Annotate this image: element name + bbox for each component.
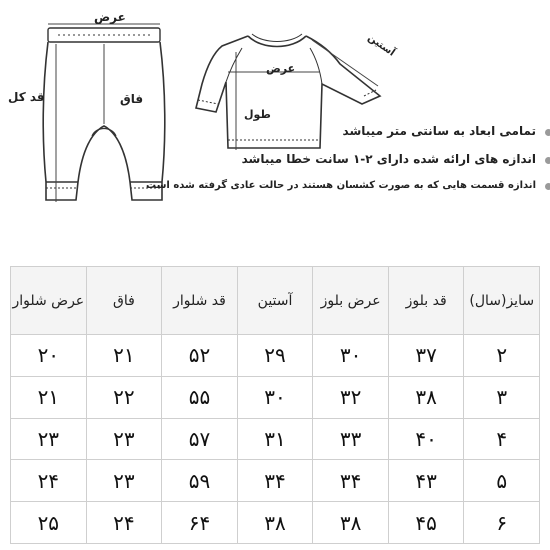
header-cell-sleeve: آستین	[237, 267, 313, 335]
table-cell: ۲	[464, 335, 540, 377]
table-cell: ۲۴	[11, 460, 87, 502]
table-cell: ۴۳	[388, 460, 464, 502]
table-cell: ۴	[464, 418, 540, 460]
table-cell: ۳۰	[313, 335, 389, 377]
table-row	[11, 418, 540, 460]
table-cell: ۲۹	[237, 335, 313, 377]
size-table	[10, 266, 540, 544]
size-table-container	[10, 266, 540, 544]
table-header-row	[11, 267, 540, 335]
table-row	[11, 376, 540, 418]
bullet-icon	[545, 183, 550, 190]
table-row	[11, 335, 540, 377]
table-cell: ۳۲	[313, 376, 389, 418]
table-cell: ۲۴	[86, 502, 162, 544]
note-text: اندازه قسمت هایی که به صورت کشسان هستند در حالت عادی گرفته شده است	[146, 180, 536, 191]
table-cell: ۳۳	[313, 418, 389, 460]
table-cell: ۴۰	[388, 418, 464, 460]
note-text: اندازه های ارائه شده دارای ۲-۱ سانت خطا میباشد	[241, 152, 536, 166]
header-cell-shirt-width: عرض بلوز	[313, 267, 389, 335]
table-cell: ۳۱	[237, 418, 313, 460]
pants-length-label: قد کل	[8, 90, 45, 104]
table-cell: ۲۳	[11, 418, 87, 460]
table-cell: ۲۳	[86, 460, 162, 502]
header-cell-rise: فاق	[86, 267, 162, 335]
note-item	[236, 152, 536, 166]
table-cell: ۲۳	[86, 418, 162, 460]
table-cell: ۳۸	[388, 376, 464, 418]
bullet-icon	[545, 157, 550, 164]
table-cell: ۵۵	[162, 376, 238, 418]
table-cell: ۳۸	[313, 502, 389, 544]
table-cell: ۶	[464, 502, 540, 544]
table-cell: ۳۷	[388, 335, 464, 377]
pants-rise-label: فاق	[120, 92, 144, 106]
shirt-width-label: عرض	[266, 62, 296, 75]
table-cell: ۳۰	[237, 376, 313, 418]
header-cell-size: سایز(سال)	[464, 267, 540, 335]
table-cell: ۳۴	[313, 460, 389, 502]
table-row	[11, 460, 540, 502]
shirt-length-label: طول	[244, 108, 271, 121]
shirt-sleeve-label: آستین	[365, 32, 397, 59]
table-cell: ۳	[464, 376, 540, 418]
header-cell-pants-length: قد شلوار	[162, 267, 238, 335]
table-cell: ۵	[464, 460, 540, 502]
table-cell: ۲۱	[11, 376, 87, 418]
table-cell: ۳۸	[237, 502, 313, 544]
table-cell: ۵۹	[162, 460, 238, 502]
header-cell-pants-width: عرض شلوار	[11, 267, 87, 335]
pants-width-label: عرض	[94, 10, 126, 24]
table-cell: ۲۲	[86, 376, 162, 418]
pants-measure-lines	[48, 24, 160, 202]
table-cell: ۵۲	[162, 335, 238, 377]
note-text: تمامی ابعاد به سانتی متر میباشد	[342, 124, 536, 138]
note-item	[146, 180, 536, 191]
table-row	[11, 502, 540, 544]
table-cell: ۲۱	[86, 335, 162, 377]
table-cell: ۵۷	[162, 418, 238, 460]
table-cell: ۲۵	[11, 502, 87, 544]
note-item	[236, 124, 536, 138]
table-cell: ۲۰	[11, 335, 87, 377]
table-cell: ۳۴	[237, 460, 313, 502]
table-cell: ۴۵	[388, 502, 464, 544]
bullet-icon	[545, 129, 550, 136]
header-cell-shirt-length: قد بلوز	[388, 267, 464, 335]
notes-list	[146, 124, 536, 191]
table-cell: ۶۴	[162, 502, 238, 544]
